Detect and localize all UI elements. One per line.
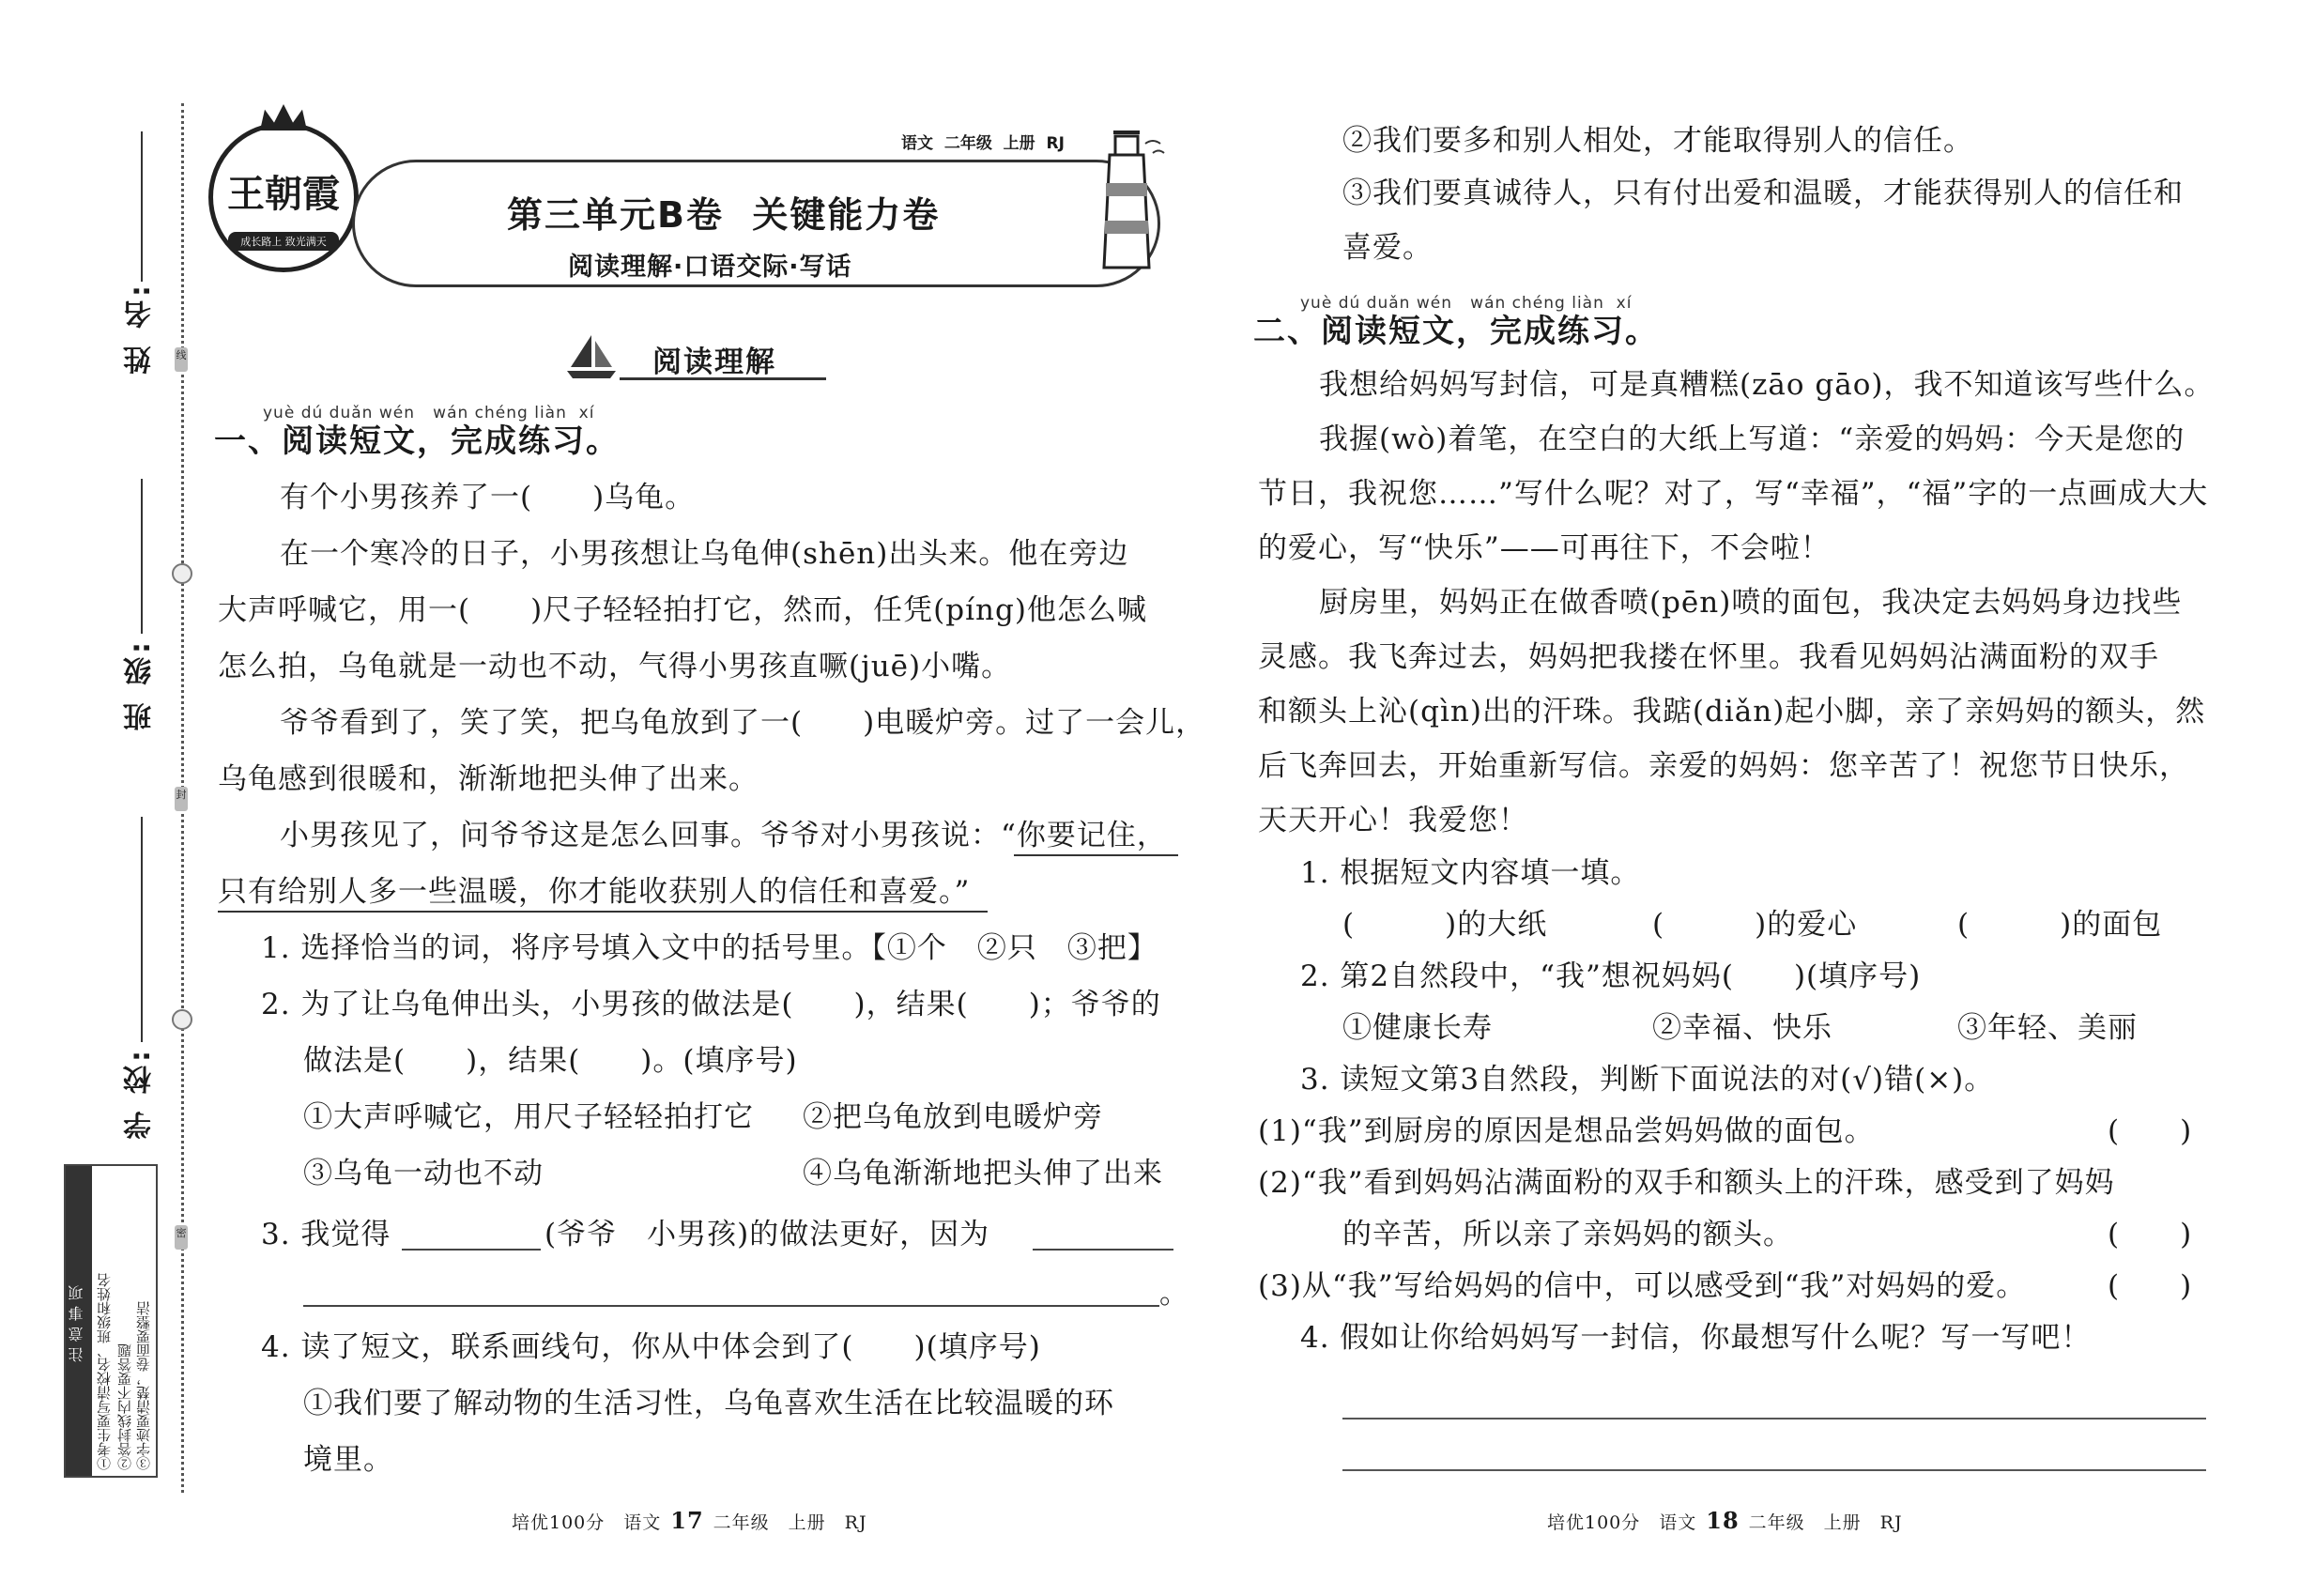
school-label: 学 校: — [124, 1047, 157, 1140]
r-question-2: 2. 第2自然段中，“我”想祝妈妈( )(填序号) — [1300, 959, 1922, 993]
page-number: 18 — [1706, 1507, 1740, 1534]
footer-grade: 二年级 上册 RJ — [713, 1512, 867, 1533]
option-3: ③乌龟一动也不动 — [303, 1157, 544, 1190]
judge-item-2-cont: 的辛苦，所以亲了亲妈妈的额头。 — [1342, 1218, 1793, 1251]
cut-mark-mi: 密 — [175, 1225, 188, 1250]
answer-line[interactable] — [303, 1305, 1159, 1307]
lighthouse-icon — [1080, 127, 1173, 277]
passage-line: 怎么拍，乌龟就是一动也不动，气得小男孩直噘(juē)小嘴。 — [218, 650, 1012, 683]
question-1: 1. 选择恰当的词，将序号填入文中的括号里。【①个 ②只 ③把】 — [261, 931, 1158, 965]
punch-hole-icon — [172, 1009, 192, 1030]
note-2: ②答封线内不要答题 — [116, 1343, 133, 1470]
option-2: ②把乌龟放到电暖炉旁 — [803, 1100, 1103, 1134]
blank-paper: ( )的大纸 — [1342, 908, 1548, 942]
section-banner-underline — [620, 377, 826, 380]
q4-option-2: ②我们要多和别人相处，才能取得别人的信任。 — [1342, 124, 1973, 158]
q4-option-1-cont: 境里。 — [303, 1443, 393, 1477]
punch-hole-icon — [172, 563, 192, 584]
judge-paren[interactable]: ( ) — [2108, 1114, 2193, 1148]
passage-line: 天天开心！我爱您！ — [1258, 804, 1528, 837]
option-4: ④乌龟渐渐地把头伸了出来 — [803, 1157, 1163, 1190]
note-3: ③字迹要清楚，卷面要整洁 — [135, 1301, 152, 1470]
judge-item-3: (3)从“我”写给妈妈的信中，可以感受到“我”对妈妈的爱。 — [1258, 1269, 2027, 1303]
notes-title: 注意事项 — [66, 1166, 92, 1476]
name-label: 姓 名: — [124, 282, 157, 375]
question-2-cont: 做法是( )，结果( )。(填序号) — [303, 1044, 798, 1078]
q2-title: 二、阅读短文，完成练习。 — [1253, 313, 1659, 350]
judge-paren[interactable]: ( ) — [2108, 1269, 2193, 1303]
writing-line[interactable] — [1342, 1418, 2206, 1420]
footer-book: 培优100分 语文 — [512, 1512, 662, 1533]
footer-book: 培优100分 语文 — [1547, 1512, 1697, 1533]
header-meta: 语文 二年级 上册 RJ — [901, 134, 1065, 153]
crown-icon — [260, 104, 307, 130]
notes-box — [64, 1164, 158, 1478]
passage-line: 的爱心，写“快乐”——可再往下，不会啦！ — [1258, 531, 1831, 565]
page-subtitle: 阅读理解·口语交际·写话 — [568, 253, 852, 282]
footer-grade: 二年级 上册 RJ — [1748, 1512, 1903, 1533]
option-1: ①大声呼喊它，用尺子轻轻拍打它 — [303, 1100, 754, 1134]
answer-blank[interactable] — [402, 1249, 541, 1251]
r-question-4: 4. 假如让你给妈妈写一封信，你最想写什么呢？写一写吧！ — [1300, 1321, 2092, 1355]
blank-heart: ( )的爱心 — [1652, 908, 1858, 942]
passage-line: 灵感。我飞奔过去，妈妈把我搂在怀里。我看见妈妈沾满面粉的双手 — [1258, 640, 2159, 674]
cut-mark-xian: 线 — [175, 347, 188, 372]
page-title: 第三单元B卷 关键能力卷 — [507, 194, 941, 236]
note-1: ①考生要写清校名、班级和姓名 — [96, 1273, 113, 1470]
writing-line[interactable] — [1342, 1469, 2206, 1471]
underline-sentence — [1014, 854, 1178, 856]
question-2: 2. 为了让乌龟伸出头，小男孩的做法是( )，结果( )；爷爷的 — [261, 988, 1161, 1021]
underline-sentence — [218, 911, 988, 913]
r-question-1: 1. 根据短文内容填一填。 — [1300, 856, 1641, 890]
passage-line: 爷爷看到了，笑了笑，把乌龟放到了一( )电暖炉旁。过了一会儿， — [280, 706, 1206, 740]
r-q2-option-2: ②幸福、快乐 — [1652, 1011, 1832, 1045]
r-q2-option-1: ①健康长寿 — [1342, 1011, 1493, 1045]
passage-line: 有个小男孩养了一( )乌龟。 — [280, 481, 696, 514]
blank-bread: ( )的面包 — [1957, 908, 2163, 942]
footer-left — [512, 1507, 867, 1534]
question-4: 4. 读了短文，联系画线句，你从中体会到了( )(填序号) — [261, 1330, 1041, 1364]
judge-paren[interactable]: ( ) — [2108, 1218, 2193, 1251]
footer-right — [1547, 1507, 1903, 1534]
brand-logo — [208, 122, 359, 272]
answer-line-end: 。 — [1159, 1277, 1189, 1311]
brand-name: 王朝霞 — [227, 172, 340, 216]
passage-line: 节日，我祝您……”写什么呢？对了，写“幸福”，“福”字的一点画成大大 — [1258, 477, 2209, 511]
name-field-line[interactable] — [141, 131, 143, 282]
passage-line: 大声呼喊它，用一( )尺子轻轻拍打它，然而，任凭(píng)他怎么喊 — [218, 593, 1147, 627]
school-field-line[interactable] — [141, 817, 143, 1042]
passage-line: 在一个寒冷的日子，小男孩想让乌龟伸(shēn)出头来。他在旁边 — [280, 537, 1129, 571]
brand-tag: 成长路上 致光满天 — [228, 232, 339, 251]
passage-line: 厨房里，妈妈正在做香喷(pēn)喷的面包，我决定去妈妈身边找些 — [1319, 586, 2183, 620]
q2-pinyin: yuè dú duǎn wén wán chéng liàn xí — [1300, 294, 1633, 313]
passage-line: 只有给别人多一些温暖，你才能收获别人的信任和喜爱。” — [218, 875, 971, 909]
q4-option-1: ①我们要了解动物的生活习性，乌龟喜欢生活在比较温暖的环 — [303, 1387, 1114, 1420]
q4-option-3: ③我们要真诚待人，只有付出爱和温暖，才能获得别人的信任和 — [1342, 176, 2184, 210]
q1-pinyin: yuè dú duǎn wén wán chéng liàn xí — [263, 404, 595, 422]
q1-title: 一、阅读短文，完成练习。 — [214, 422, 620, 460]
passage-line: 后飞奔回去，开始重新写信。亲爱的妈妈：您辛苦了！祝您节日快乐， — [1258, 749, 2189, 783]
answer-blank[interactable] — [1033, 1249, 1173, 1251]
page-number: 17 — [670, 1507, 704, 1534]
judge-item-1: (1)“我”到厨房的原因是想品尝妈妈做的面包。 — [1258, 1114, 1875, 1148]
passage-line: 我握(wò)着笔，在空白的大纸上写道：“亲爱的妈妈：今天是您的 — [1319, 422, 2185, 456]
section-banner-title: 阅读理解 — [652, 345, 776, 379]
question-3: 3. 我觉得 — [261, 1218, 391, 1251]
sailboat-icon — [563, 333, 620, 380]
cut-mark-feng: 封 — [175, 787, 188, 811]
class-label: 班 级: — [124, 638, 157, 731]
judge-item-2: (2)“我”看到妈妈沾满面粉的双手和额头上的汗珠，感受到了妈妈 — [1258, 1166, 2115, 1200]
r-question-3: 3. 读短文第3自然段，判断下面说法的对(√)错(×)。 — [1300, 1063, 1995, 1097]
q4-option-3-cont: 喜爱。 — [1342, 231, 1433, 265]
question-3-choice: (爷爷 小男孩)的做法更好，因为 — [544, 1218, 990, 1251]
passage-line: 和额头上沁(qìn)出的汗珠。我踮(diǎn)起小脚，亲了亲妈妈的额头，然 — [1258, 695, 2206, 729]
passage-line: 小男孩见了，问爷爷这是怎么回事。爷爷对小男孩说：“你要记住， — [280, 819, 1167, 852]
passage-line: 乌龟感到很暖和，渐渐地把头伸了出来。 — [218, 762, 759, 796]
r-q2-option-3: ③年轻、美丽 — [1957, 1011, 2138, 1045]
passage-line: 我想给妈妈写封信，可是真糟糕(zāo gāo)，我不知道该写些什么。 — [1319, 368, 2215, 402]
class-field-line[interactable] — [141, 479, 143, 634]
